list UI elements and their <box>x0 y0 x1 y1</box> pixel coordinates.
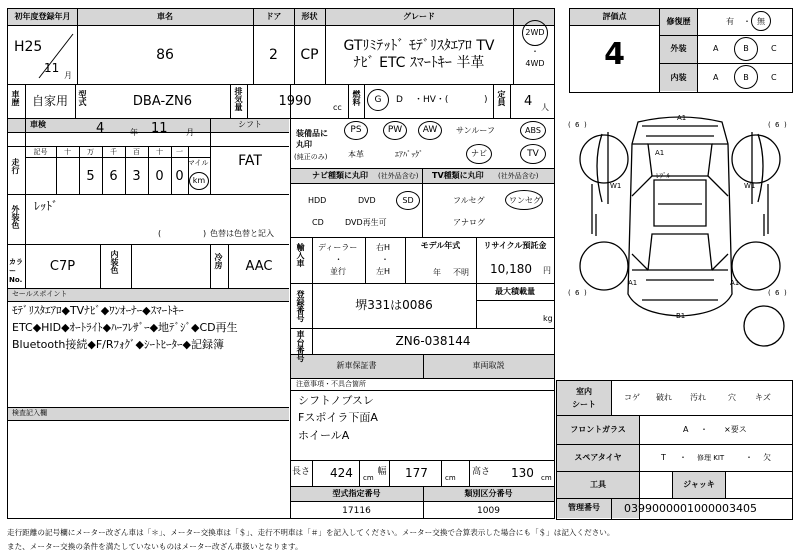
doors-value: 2 <box>269 47 278 63</box>
mileage-d1: 6 <box>109 169 118 184</box>
map-w1-right: W1 <box>744 182 756 190</box>
map-six-1: 6 <box>575 121 580 129</box>
first-reg-label: 初年度登録年月 <box>14 12 71 21</box>
map-paren-1: ( <box>568 121 571 129</box>
map-b1: B1 <box>676 312 686 320</box>
map-paren-5: ( <box>568 289 571 297</box>
spare-t: T <box>661 453 666 462</box>
ext-color-open: ( <box>158 229 162 238</box>
repair-yes: 有 <box>726 17 734 26</box>
equip-aw: AW <box>422 125 438 135</box>
car-name-label: 車名 <box>157 12 173 21</box>
tv-oneseg: ワンセグ <box>509 196 541 205</box>
import-parallel: 並行 <box>330 267 346 276</box>
body-shape-value: CP <box>300 47 319 63</box>
repair-label: 修復歴 <box>666 17 691 26</box>
notes-line-1: Fスポイラ下面A <box>298 411 378 424</box>
map-remark: ﾚﾌﾞﾙ <box>656 172 670 180</box>
displacement-value: 1990 <box>278 94 312 109</box>
map-paren-8: ) <box>784 289 787 297</box>
color-no-value: C7P <box>49 259 76 274</box>
reg-no-value: 堺331は0086 <box>355 298 433 312</box>
grade-line1: GTﾘﾐﾃｯﾄﾞ ﾓﾃﾞﾘｽﾀｴｱﾛ TV <box>343 38 495 54</box>
mileage-h3: 百 <box>133 148 140 156</box>
equip-label: 装備品に丸印 <box>296 129 328 150</box>
map-six-3: 6 <box>575 289 580 297</box>
mileage-km: km <box>192 176 206 185</box>
notes-line-2: ホイールA <box>298 429 350 442</box>
map-six-2: 6 <box>775 121 780 129</box>
jack-label: ジャッキ <box>683 480 715 489</box>
drive-2wd: 2WD <box>525 28 545 37</box>
length-label: 長さ <box>291 467 310 477</box>
equip-tv: TV <box>527 149 539 159</box>
width-unit: cm <box>445 474 456 482</box>
displacement-unit: cc <box>333 103 342 112</box>
equip-abs: ABS <box>525 126 541 135</box>
chassis-value: ZN6-038144 <box>395 334 471 348</box>
drive-dot: ・ <box>531 47 539 56</box>
exterior-c: C <box>771 44 777 53</box>
interior-label: 内装 <box>670 73 687 82</box>
use-value: 自家用 <box>31 94 68 108</box>
seat-item-1: 破れ <box>656 393 672 402</box>
tools-label: 工具 <box>590 480 606 489</box>
seat-label-1: 室内 <box>576 387 592 396</box>
spare-kit: 修理 KIT <box>697 454 725 462</box>
type-designation-label: 型式指定番号 <box>332 489 381 498</box>
reg-no-label: 登録番号 <box>296 290 305 322</box>
notes-label: 注意事項・不具合箇所 <box>296 380 366 388</box>
fuel-close: ) <box>484 95 488 105</box>
navi-sd: SD <box>402 196 414 205</box>
footer-line-1: 走行距離の記号欄にメーター改ざん車は「＊」、メーター交換車は「＄」、走行不明車は「＃」を記入してください。メーター交換で合算表示した場合にも「＄」は記入ください。 <box>7 528 615 537</box>
recycle-label: リサイクル預託金 <box>483 241 547 250</box>
navi-hdd: HDD <box>308 196 327 205</box>
sales-line-0: ﾓﾃﾞﾘｽﾀｴｱﾛ◆TVﾅﾋﾞ◆ﾜﾝｵｰﾅｰ◆ｽﾏｰﾄｷｰ <box>12 304 184 317</box>
inspection-label: 車検 <box>30 120 46 129</box>
ext-color-note: 色替は色替と記入 <box>210 229 274 238</box>
navi-type-sub: (社外品含む) <box>378 172 419 180</box>
equip-leather: 本革 <box>348 150 364 159</box>
color-no-label: カラーNo. <box>9 258 23 285</box>
ac-value: AAC <box>245 259 273 274</box>
mileage-d3: 0 <box>155 169 164 184</box>
fuel-label: 燃料 <box>352 90 361 106</box>
score-value: 4 <box>604 37 625 72</box>
ext-color-label: 外装色 <box>11 205 20 229</box>
length-unit: cm <box>363 474 374 482</box>
equip-navi: ナビ <box>471 149 487 158</box>
first-reg-era-year: H25 <box>14 39 43 55</box>
tv-fullseg: フルセグ <box>453 196 485 205</box>
spare-label: スペアタイヤ <box>574 453 622 462</box>
model-year-label: モデル年式 <box>420 241 461 250</box>
capacity-value: 4 <box>524 94 533 109</box>
model-year-unit: 年 <box>433 268 441 277</box>
length-value: 424 <box>330 466 353 480</box>
recycle-unit: 円 <box>543 266 551 275</box>
import-dot2: ・ <box>381 255 389 264</box>
repair-sep: ・ <box>743 17 751 26</box>
drive-4wd: 4WD <box>525 59 545 68</box>
class-number-label: 類別区分番号 <box>464 489 513 498</box>
score-label: 評価点 <box>602 12 627 21</box>
ext-color-value: ﾚｯﾄﾞ <box>34 199 59 213</box>
ac-label: 冷房 <box>214 253 223 269</box>
spare-dot2: ・ <box>745 453 753 462</box>
car-name-value: 86 <box>156 47 174 63</box>
footer-line-2: また、メーター交換の条件を満たしていないものはメーター改ざん車扱いとなります。 <box>7 542 303 551</box>
map-paren-7: ( <box>768 289 771 297</box>
model-value: DBA-ZN6 <box>132 94 193 109</box>
tv-type-label: TV種類に丸印 <box>432 171 484 180</box>
recycle-value: 10,180 <box>490 262 532 276</box>
inspector-label: 検査記入欄 <box>12 409 47 417</box>
mileage-h2: 千 <box>110 148 117 156</box>
seat-item-3: 穴 <box>728 393 736 402</box>
spare-dot1: ・ <box>679 453 687 462</box>
inspection-year: 4 <box>96 121 105 136</box>
import-dot1: ・ <box>334 255 343 264</box>
seat-item-0: コゲ <box>624 393 640 402</box>
interior-c: C <box>771 73 777 82</box>
max-load-unit: kg <box>543 314 553 323</box>
import-dealer: ディーラー <box>318 243 358 252</box>
width-value: 177 <box>405 466 428 480</box>
model-year-value: 不明 <box>453 268 469 277</box>
seat-item-2: 汚れ <box>690 393 706 402</box>
mileage-h5: 一 <box>176 148 183 156</box>
mgmt-label: 管理番号 <box>568 503 600 512</box>
tv-analog: アナログ <box>453 218 485 227</box>
first-reg-month: 11 <box>44 61 60 75</box>
windshield-label: フロントガラス <box>570 425 626 434</box>
import-lh: 左H <box>376 267 391 276</box>
ext-color-close: ) <box>203 229 207 238</box>
fuel-d: D <box>396 95 403 105</box>
height-label: 高さ <box>471 467 490 477</box>
map-a1-front-left: A1 <box>628 279 638 287</box>
exterior-a: A <box>713 44 719 53</box>
inspection-year-unit: 年 <box>130 128 138 137</box>
mileage-h6: マイル <box>187 159 209 167</box>
sales-line-1: ETC◆HID◆ｵｰﾄﾗｲﾄ◆ﾊｰﾌﾚｻﾞｰ◆地ﾃﾞｼﾞ◆CD再生 <box>12 321 238 334</box>
height-unit: cm <box>541 474 552 482</box>
windshield-xreq: ×要ス <box>724 425 747 434</box>
import-label: 輸入車 <box>296 243 305 267</box>
chassis-label: 車台番号 <box>296 330 305 362</box>
map-a1-rear: A1 <box>677 114 687 122</box>
mileage-h1: 万 <box>87 148 94 156</box>
equip-sunroof: サンルーフ <box>456 126 495 135</box>
manual-label: 車両取説 <box>472 361 505 370</box>
exterior-b: B <box>743 44 749 53</box>
doors-label: ドア <box>265 12 282 21</box>
class-number-value: 1009 <box>477 506 500 516</box>
max-load-label: 最大積載量 <box>495 287 535 296</box>
navi-dvd-play: DVD再生可 <box>345 218 387 227</box>
map-paren-4: ) <box>784 121 787 129</box>
grade-line2: ﾅﾋﾞ ETC ｽﾏｰﾄｷｰ 半革 <box>353 55 485 71</box>
car-damage-diagram <box>562 104 796 372</box>
navi-dvd: DVD <box>358 196 376 205</box>
fuel-g: G <box>374 95 382 105</box>
model-label: 型式 <box>78 90 87 106</box>
navi-cd: CD <box>312 218 324 227</box>
map-paren-6: ) <box>584 289 587 297</box>
map-w1-left: W1 <box>610 182 622 190</box>
map-a1-front-right: A1 <box>730 279 740 287</box>
inspection-month: 11 <box>151 121 168 136</box>
repair-no: 無 <box>757 17 765 26</box>
equip-ps: PS <box>350 125 362 135</box>
shift-value: FAT <box>238 153 262 169</box>
fuel-hv: ・HV・( <box>414 95 449 105</box>
grade-label: グレード <box>403 12 435 21</box>
mileage-sign-label: 記号 <box>33 148 48 156</box>
equip-pw: PW <box>387 125 403 135</box>
mileage-d2: 3 <box>132 169 141 184</box>
navi-type-label: ナビ種類に丸印 <box>312 171 368 180</box>
import-rh: 右H <box>376 243 391 252</box>
equip-sub: (純正のみ) <box>294 153 328 161</box>
sales-label: セールスポイント <box>12 290 68 298</box>
windshield-dot: ・ <box>700 425 708 434</box>
spare-missing: 欠 <box>763 453 771 462</box>
width-label: 幅 <box>377 467 387 477</box>
int-color-label: 内装色 <box>110 250 119 274</box>
equip-airbag: ｴｱﾊﾞｯｸﾞ <box>395 150 423 159</box>
mgmt-value: 0399000001000003405 <box>624 502 757 515</box>
mileage-d0: 5 <box>86 169 95 184</box>
map-paren-2: ) <box>584 121 587 129</box>
mileage-h0: 十 <box>64 148 71 156</box>
type-designation-value: 17116 <box>342 506 371 516</box>
displacement-label: 排気量 <box>234 87 243 111</box>
exterior-label: 外装 <box>670 44 687 53</box>
mileage-h4: 十 <box>156 148 163 156</box>
seat-item-4: キズ <box>755 393 771 402</box>
map-a1-left: A1 <box>655 149 665 157</box>
interior-a: A <box>713 73 719 82</box>
first-reg-month-unit: 月 <box>64 71 72 80</box>
interior-b: B <box>743 73 749 82</box>
map-six-4: 6 <box>775 289 780 297</box>
height-value: 130 <box>511 466 534 480</box>
body-shape-label: 形状 <box>301 12 318 21</box>
capacity-label: 定員 <box>497 90 506 106</box>
sales-line-2: Bluetooth接続◆F/Rﾌｫｸﾞ◆ｼｰﾄﾋｰﾀｰ◆記録簿 <box>12 338 224 351</box>
capacity-unit: 人 <box>541 103 549 112</box>
mileage-d4: 0 <box>175 169 184 184</box>
inspection-month-unit: 月 <box>186 128 194 137</box>
seat-label-2: シート <box>572 400 596 409</box>
map-paren-3: ( <box>768 121 771 129</box>
tv-type-sub: (社外品含む) <box>498 172 539 180</box>
use-label: 車歴 <box>11 90 20 106</box>
notes-line-0: シフトノブスレ <box>298 394 374 407</box>
windshield-a: A <box>683 425 689 434</box>
mileage-label: 走行 <box>11 158 20 174</box>
shift-label: シフト <box>238 120 262 129</box>
warranty-label: 新車保証書 <box>336 361 377 370</box>
